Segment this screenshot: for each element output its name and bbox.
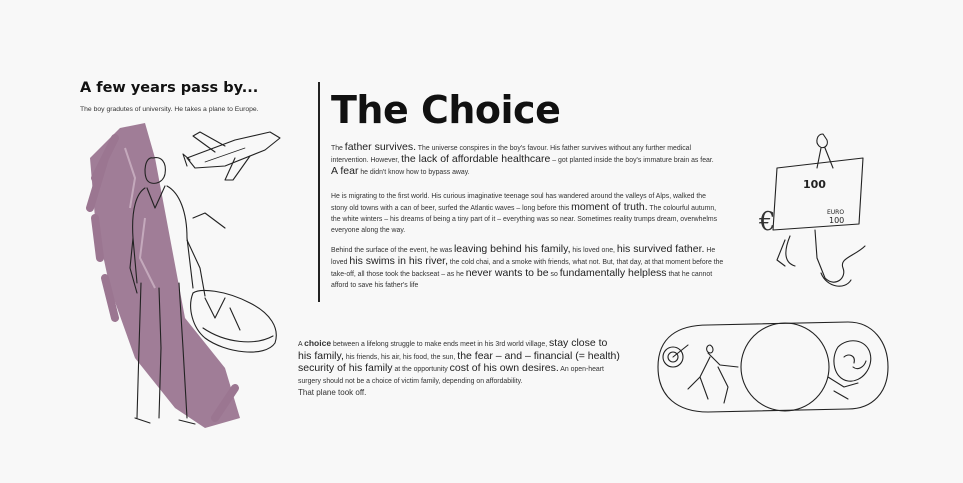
para4-run: An open-heart surgery should not be a choice of victim family, depending on affordability.: [298, 366, 604, 385]
para4-run: cost of his own desires.: [449, 362, 559, 374]
paragraph-2: [331, 191, 721, 236]
paragraph-3: [331, 244, 731, 291]
para2-run: He is migrating to the first world. His curious imaginative teenage soul has wandered around the valleys of Alps, walked the stony old towns with a can of beer, surfed the Atlantic waves – long before this: [331, 193, 706, 212]
para4-run: his friends, his air, his food, the sun,: [343, 353, 458, 361]
price-tag-100: 100: [803, 178, 826, 191]
para3-run: never wants to be: [465, 267, 549, 279]
para3-run: Behind the surface of the event, he was: [331, 247, 454, 254]
section-subtitle: The boy gradutes of university. He takes a plane to Europe.: [80, 106, 259, 113]
para3-run: He loved: [331, 247, 716, 266]
para3-run: the cold chai, and a smoke with friends, what not. But, that day, at that moment before the take-off, all those took the backseat – as he: [331, 259, 724, 278]
para2-run: moment of truth.: [571, 201, 648, 213]
para4-run: at the opportunity: [392, 366, 450, 373]
para1-run: the lack of affordable healthcare: [401, 153, 551, 165]
euro-label: EURO: [827, 209, 845, 216]
para3-run: fundamentally helpless: [559, 267, 667, 279]
section-heading: A few years pass by...: [80, 80, 259, 96]
page-title: The Choice: [331, 88, 561, 132]
paragraph-4: [298, 338, 620, 400]
para1-run: A fear: [331, 165, 359, 177]
para3-run: leaving behind his family,: [453, 243, 571, 255]
boulder-illustration: [648, 317, 893, 417]
para1-run: The: [331, 145, 345, 152]
para4-run: stay close to his family,: [298, 337, 608, 362]
para1-run: The universe conspires in the boy's favour. His father survives without any further medical intervention. However,: [331, 145, 692, 164]
para4-run: the fear – and – financial (= health) security of his family: [298, 349, 620, 374]
para3-run: his swims in his river,: [349, 255, 448, 267]
para4-run: choice: [304, 338, 332, 348]
euro-icon: €: [759, 207, 776, 237]
para4-run: between a lifelong struggle to make ends meet in his 3rd world village,: [331, 341, 550, 348]
para1-run: he didn't know how to bypass away.: [358, 169, 470, 176]
para3-run: his loved one,: [570, 247, 617, 254]
euro-amount: 100: [829, 216, 845, 225]
para4-run: A: [298, 341, 305, 348]
paragraph-1: [331, 142, 721, 178]
money-sign-illustration: [755, 128, 875, 293]
airplane-icon: [183, 132, 280, 180]
para1-run: – got planted inside the boy's immature brain as fear.: [550, 157, 714, 164]
para3-run: so: [548, 271, 560, 278]
para3-run: his survived father.: [616, 243, 705, 255]
vertical-divider: [318, 82, 320, 302]
para4-run: That plane took off.: [298, 388, 367, 397]
traveler-illustration: [75, 118, 315, 438]
para1-run: father survives.: [344, 141, 416, 153]
para2-run: The colourful autumn, the white winters – his dreams of being a tiny part of it – everything was so near. Sometimes reality trumps dream, overwhelms everyone along the way.: [331, 205, 718, 234]
para3-run: that he cannot afford to save his father's life: [331, 271, 713, 289]
